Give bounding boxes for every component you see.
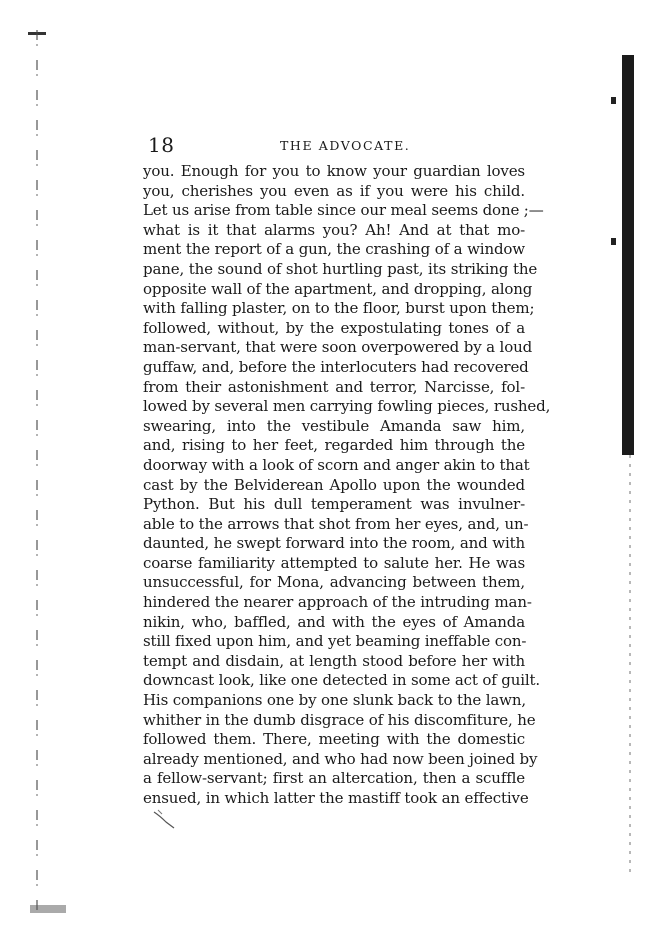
page-number: 18	[148, 133, 175, 157]
page-header	[148, 133, 522, 157]
text-line: you, cherishes you even as if you were his child.	[143, 181, 525, 200]
text-line: followed them. There, meeting with the domestic	[143, 730, 525, 749]
binding-edge-mark-bottom	[30, 905, 66, 913]
text-line: hindered the nearer approach of the intruding man-	[143, 593, 532, 612]
text-line: ensued, in which latter the mastiff took an effective	[143, 789, 529, 807]
running-head: THE ADVOCATE.	[280, 138, 411, 153]
text-line: able to the arrows that shot from her eyes, and, un-	[143, 514, 529, 533]
binding-edge	[36, 30, 38, 910]
text-line: ment the report of a gun, the crashing of a window	[143, 240, 525, 259]
text-line: guffaw, and, before the interlocuters had recovered	[143, 357, 529, 376]
text-line: a fellow-servant; first an altercation, then a scuffle	[143, 769, 525, 788]
text-line: coarse familiarity attempted to salute her. He was	[143, 553, 525, 572]
text-line: downcast look, like one detected in some act of guilt.	[143, 671, 541, 690]
text-line: Python. But his dull temperament was invulner-	[143, 495, 525, 514]
text-line: opposite wall of the apartment, and dropping, along	[143, 279, 533, 298]
edge-speck	[611, 238, 616, 245]
text-line: tempt and disdain, at length stood before her with	[143, 651, 525, 670]
text-line: what is it that alarms you? Ah! And at that mo-	[143, 220, 525, 239]
text-line: pane, the sound of shot hurtling past, its striking the	[143, 259, 538, 278]
text-line: followed, without, by the expostulating tones of a	[143, 318, 525, 337]
text-line: already mentioned, and who had now been joined by	[143, 749, 538, 768]
edge-speck	[611, 97, 616, 104]
text-line: swearing, into the vestibule Amanda saw him,	[143, 416, 525, 435]
text-line: nikin, who, baffled, and with the eyes of Amanda	[143, 612, 525, 631]
text-line: cast by the Belviderean Apollo upon the wounded	[143, 475, 525, 494]
stray-ink-mark	[152, 808, 182, 832]
page-edge-shadow	[622, 55, 634, 455]
text-line: whither in the dumb disgrace of his discomfiture, he	[143, 710, 536, 729]
text-line: His companions one by one slunk back to the lawn,	[143, 691, 526, 710]
text-line: from their astonishment and terror, Narcisse, fol-	[143, 377, 525, 396]
page-edge-speckle	[629, 455, 631, 875]
text-line: doorway with a look of scorn and anger akin to that	[143, 455, 530, 474]
body-text	[143, 162, 551, 809]
text-line: you. Enough for you to know your guardian loves	[143, 162, 525, 180]
text-line: Let us arise from table since our meal seems done ;—	[143, 201, 544, 220]
text-line: daunted, he swept forward into the room, and with	[143, 534, 525, 553]
text-line: man-servant, that were soon overpowered by a loud	[143, 338, 533, 357]
text-line: lowed by several men carrying fowling pieces, rushed,	[143, 397, 551, 416]
text-line: and, rising to her feet, regarded him through the	[143, 436, 525, 455]
text-line: with falling plaster, on to the floor, burst upon them;	[143, 299, 535, 318]
text-line: still fixed upon him, and yet beaming ineffable con-	[143, 632, 527, 651]
text-line: unsuccessful, for Mona, advancing between them,	[143, 573, 525, 592]
